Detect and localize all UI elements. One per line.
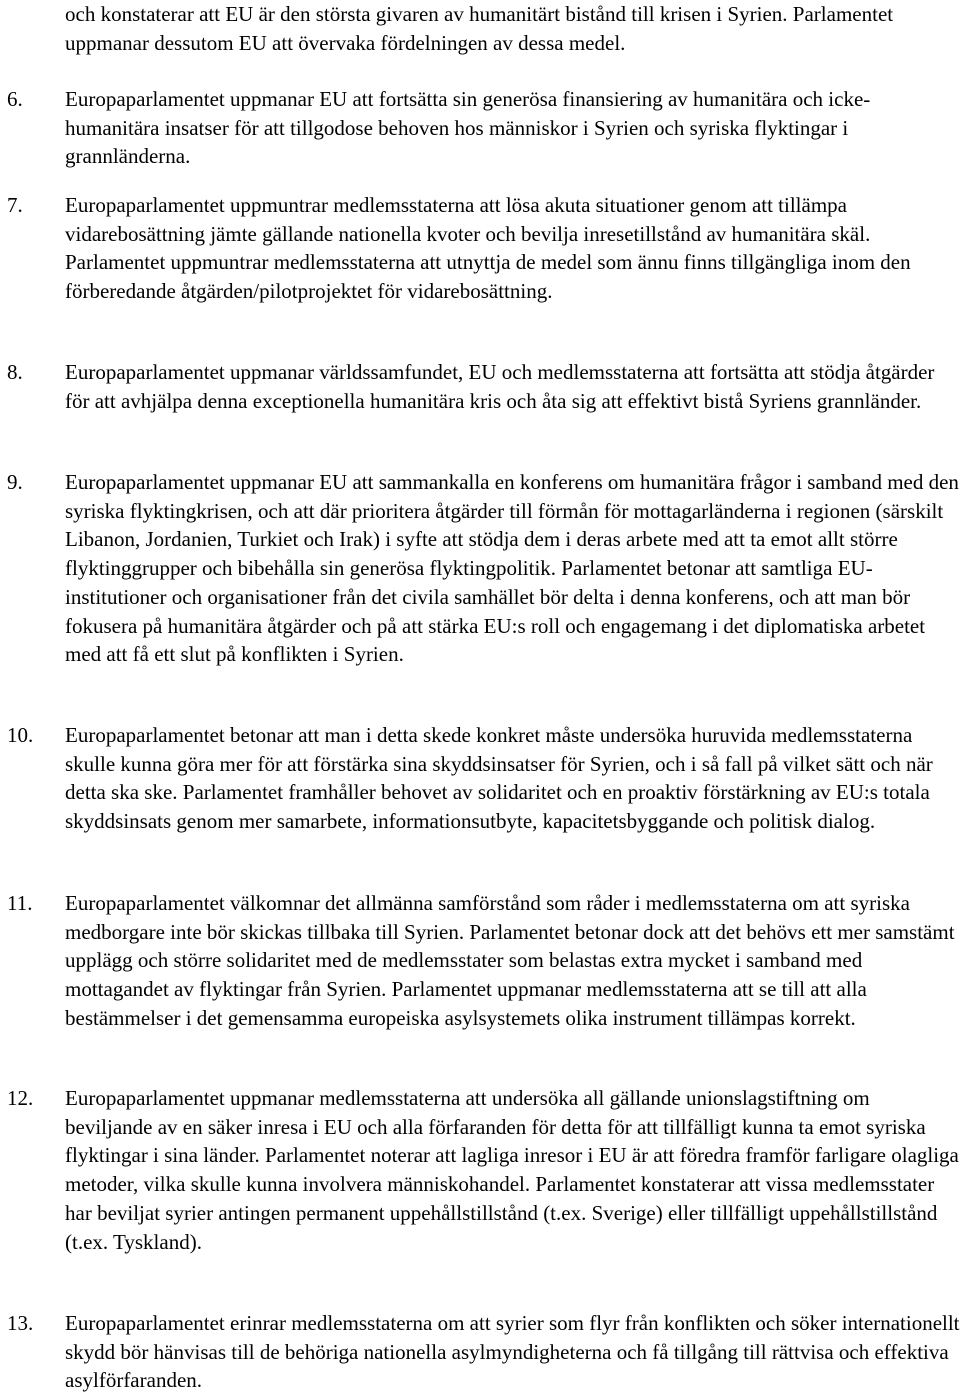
paragraph-text: Europaparlamentet uppmanar EU att sammankalla en konferens om humanitära frågor i samband med den syriska flyktingkrisen, och att där prioritera åtgärder till förmån för mottagarländerna i regionen (särskilt Libanon, Jordanien, Turkiet och Irak) i syfte att stödja dem i deras arbete med att ta emot allt större flyktinggrupper och bibehålla sin generösa flyktingpolitik. Parlamentet betonar att samtliga EU-institutioner och organisationer från det civila samhället bör delta i denna konferens, och att man bör fokusera på humanitära åtgärder och på att stärka EU:s roll och engagemang i det diplomatiska arbetet med att få ett slut på konflikten i Syrien. <box>65 470 959 667</box>
paragraph-text: Europaparlamentet erinrar medlemsstaterna om att syrier som flyr från konflikten och söker internationellt skydd bör hänvisas till de behöriga nationella asylmyndigheterna och få tillgång till rättvisa och effektiva asylförfaranden. <box>65 1311 960 1393</box>
paragraph-text: Europaparlamentet uppmanar EU att fortsätta sin generösa finansiering av humanitära och icke-humanitära insatser för att tillgodose behoven hos människor i Syrien och syriska flyktingar i grannländerna. <box>65 87 871 169</box>
paragraph-number: 10. <box>7 723 34 747</box>
paragraph-text: Europaparlamentet uppmanar världssamfundet, EU och medlemsstaterna att fortsätta att stödja åtgärder för att avhjälpa denna exceptionella humanitära kris och åta sig att effektivt bistå Syriens grannländer. <box>65 360 935 413</box>
paragraph-number: 12. <box>7 1086 34 1110</box>
paragraph-text: Europaparlamentet välkomnar det allmänna samförstånd som råder i medlemsstaterna om att syriska medborgare inte bör skickas tillbaka till Syrien. Parlamentet betonar dock att det behövs ett mer samstämt upplägg och större solidaritet med de medlemsstater som belastas extra mycket i samband med mottagandet av flyktingar från Syrien. Parlamentet uppmanar medlemsstaterna att se till att alla bestämmelser i det gemensamma europeiska asylsystemets olika instrument tillämpas korrekt. <box>65 891 955 1030</box>
paragraph-text: Europaparlamentet betonar att man i detta skede konkret måste undersöka huruvida medlemsstaterna skulle kunna göra mer för att förstärka sina skyddsinsatser för Syrien, och i så fall på vilket sätt och när detta ska ske. Parlamentet framhåller behovet av solidaritet och en proaktiv förstärkning av EU:s totala skyddsinsats genom mer samarbete, informationsutbyte, kapacitetsbyggande och politisk dialog. <box>65 723 933 834</box>
paragraph-number: 11. <box>7 891 33 915</box>
paragraph-text: Europaparlamentet uppmanar medlemsstaterna att undersöka all gällande unionslagstiftning om beviljande av en säker inresa i EU och alla förfaranden för detta för att tillfälligt kunna ta emot syriska flyktingar i sina länder. Parlamentet noterar att lagliga inresor i EU är att föredra framför farligare olagliga metoder, vilka skulle kunna involvera människohandel. Parlamentet konstaterar att vissa medlemsstater har beviljat syrier antingen permanent uppehållstillstånd (t.ex. Sverige) eller tillfälligt uppehållstillstånd (t.ex. Tyskland). <box>65 1086 959 1254</box>
intro-paragraph: och konstaterar att EU är den största givaren av humanitärt bistånd till krisen i Syrien. Parlamentet uppmanar dessutom EU att övervaka fördelningen av dessa medel. <box>65 2 894 55</box>
paragraph-number: 13. <box>7 1311 34 1335</box>
paragraph-number: 9. <box>7 470 23 494</box>
paragraph-number: 8. <box>7 360 23 384</box>
paragraph-number: 6. <box>7 87 23 111</box>
paragraph-number: 7. <box>7 193 23 217</box>
paragraph-text: Europaparlamentet uppmuntrar medlemsstaterna att lösa akuta situationer genom att tillämpa vidarebosättning jämte gällande nationella kvoter och bevilja inresetillstånd av humanitära skäl. Parlamentet uppmuntrar medlemsstaterna att utnyttja de medel som ännu finns tillgängliga inom den förberedande åtgärden/pilotprojektet för vidarebosättning. <box>65 193 911 304</box>
